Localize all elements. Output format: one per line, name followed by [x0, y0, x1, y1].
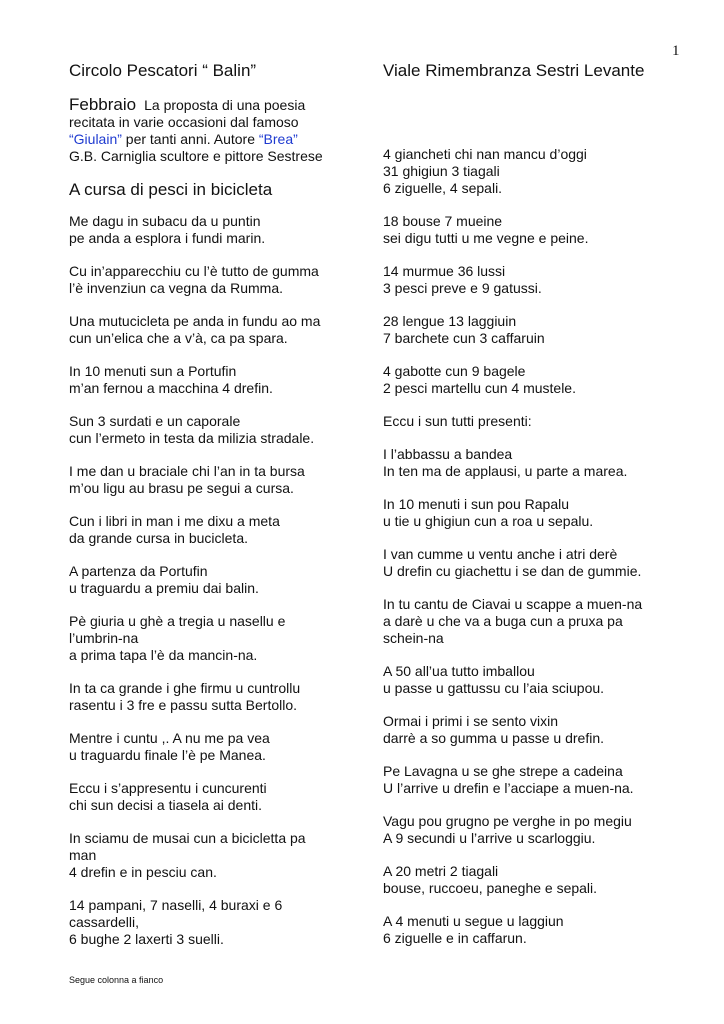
left-column — [69, 60, 369, 964]
intro-text-2: recitata in varie occasioni dal famoso — [69, 114, 299, 130]
stanza — [69, 413, 369, 447]
stanza — [383, 413, 683, 430]
poem-line: l’è invenziun ca vegna da Rumma. — [69, 280, 284, 296]
poem-line: 31 ghigiun 3 tiagali — [383, 163, 500, 179]
stanza — [383, 446, 683, 480]
intro-text-4: G.B. Carniglia scultore e pittore Sestrese — [69, 148, 323, 164]
stanza — [383, 863, 683, 897]
poem-line: U drefin cu giachettu i se dan de gummie. — [383, 563, 642, 579]
poem-line: 18 bouse 7 mueine — [383, 213, 503, 229]
stanza — [383, 663, 683, 697]
stanza — [69, 613, 369, 664]
stanza — [383, 213, 683, 247]
stanza — [383, 813, 683, 847]
poem-line: U l’arrive u drefin e l’acciape a muen-na. — [383, 780, 634, 796]
poem-line: Mentre i cuntu ,. A nu me pa vea — [69, 730, 270, 746]
poem-line: 14 pampani, 7 naselli, 4 buraxi e 6 — [69, 897, 283, 913]
stanza — [383, 913, 683, 947]
poem-line: A partenza da Portufin — [69, 563, 208, 579]
poem-line: cun l’ermeto in testa da milizia stradale. — [69, 430, 315, 446]
poem-line: a darè u che va a buga cun a pruxa pa — [383, 613, 623, 629]
club-name: Circolo Pescatori “ Balin” — [69, 61, 257, 80]
poem-line: In 10 menuti sun a Portufin — [69, 363, 237, 379]
page-number: 1 — [672, 43, 680, 59]
poem-line: Una mutucicleta pe anda in fundu ao ma — [69, 313, 321, 329]
poem-line: A 50 all’ua tutto imballou — [383, 663, 535, 679]
poem-line: Eccu i sun tutti presenti: — [383, 413, 532, 429]
stanza — [69, 313, 369, 347]
poem-line: In ta ca grande i ghe firmu u cuntrollu — [69, 680, 301, 696]
poem-line: darrè a so gumma u passe u drefin. — [383, 730, 605, 746]
poem-line: a prima tapa l’è da mancin-na. — [69, 647, 258, 663]
stanza — [383, 146, 683, 197]
poem-line: man — [69, 847, 97, 863]
stanza — [383, 596, 683, 647]
poem-title: A cursa di pesci in bicicleta — [69, 180, 273, 199]
poem-line: 4 drefin e in pesciu can. — [69, 864, 217, 880]
poem-line: Cu in’apparecchiu cu l’è tutto de gumma — [69, 263, 319, 279]
poem-line: cun un’elica che a v’à, ca pa spara. — [69, 330, 288, 346]
stanza — [69, 363, 369, 397]
poem-line: I me dan u braciale chi l’an in ta bursa — [69, 463, 305, 479]
stanza — [69, 730, 369, 764]
poem-line: Sun 3 surdati e un caporale — [69, 413, 241, 429]
stanza — [383, 496, 683, 530]
poem-line: In sciamu de musai cun a bicicletta pa — [69, 830, 306, 846]
stanza — [69, 830, 369, 881]
poem-line: u passe u gattussu cu l’aia sciupou. — [383, 680, 605, 696]
poem-line: 4 giancheti chi nan mancu d’oggi — [383, 146, 587, 162]
poem-line: 3 pesci preve e 9 gatussi. — [383, 280, 542, 296]
poem-line: I van cumme u ventu anche i atri derè — [383, 546, 618, 562]
poem-line: sei digu tutti u me vegne e peine. — [383, 230, 589, 246]
poem-line: Vagu pou grugno pe verghe in po megiu — [383, 813, 632, 829]
stanza — [69, 263, 369, 297]
poem-line: A 4 menuti u segue u laggiun — [383, 913, 564, 929]
poem-line: bouse, ruccoeu, paneghe e sepali. — [383, 880, 598, 896]
poem-line: Eccu i s’appresentu i cuncurenti — [69, 780, 267, 796]
poem-line: I l’abbassu a bandea — [383, 446, 513, 462]
poem-line: 14 murmue 36 lussi — [383, 263, 506, 279]
poem-line: m’an fernou a macchina 4 drefin. — [69, 380, 273, 396]
footer-note: Segue colonna a fianco — [69, 975, 164, 985]
poem-line: In ten ma de applausi, u parte a marea. — [383, 463, 628, 479]
stanza — [69, 680, 369, 714]
nickname-giulain: “Giulain” — [69, 131, 122, 147]
poem-line: 2 pesci martellu cun 4 mustele. — [383, 380, 576, 396]
poem-line: u traguardu a premiu dai balin. — [69, 580, 259, 596]
poem-line: Pè giuria u ghè a tregia u nasellu e — [69, 613, 286, 629]
poem-line: u tie u ghigiun cun a roa u sepalu. — [383, 513, 594, 529]
stanza — [383, 763, 683, 797]
stanza — [69, 463, 369, 497]
right-stanzas — [383, 146, 683, 947]
poem-line: A 9 secundi u l’arrive u scarloggiu. — [383, 830, 596, 846]
poem-line: 6 ziguelle, 4 sepali. — [383, 180, 503, 196]
stanza — [383, 363, 683, 397]
stanza — [383, 263, 683, 297]
intro-text-1: La proposta di una poesia — [144, 97, 306, 113]
intro-block — [69, 96, 369, 165]
poem-line: 28 lengue 13 laggiuin — [383, 313, 517, 329]
poem-line: 4 gabotte cun 9 bagele — [383, 363, 526, 379]
poem-line: 7 barchete cun 3 caffaruin — [383, 330, 545, 346]
stanza — [69, 897, 369, 948]
poem-line: pe anda a esplora i fundi marin. — [69, 230, 266, 246]
poem-line: chi sun decisi a tiasela ai denti. — [69, 797, 262, 813]
left-stanzas — [69, 213, 369, 948]
stanza — [383, 713, 683, 747]
poem-line: u traguardu finale l’è pe Manea. — [69, 747, 266, 763]
intro-text-3: per tanti anni. Autore — [121, 131, 259, 147]
poem-line: Pe Lavagna u se ghe strepe a cadeina — [383, 763, 623, 779]
stanza — [69, 213, 369, 247]
poem-line: In tu cantu de Ciavai u scappe a muen-na — [383, 596, 643, 612]
stanza — [383, 546, 683, 580]
stanza — [69, 780, 369, 814]
nickname-brea: “Brea” — [258, 131, 298, 147]
stanza — [69, 563, 369, 597]
poem-line: Me dagu in subacu da u puntin — [69, 213, 261, 229]
poem-line: m’ou ligu au brasu pe segui a cursa. — [69, 480, 294, 496]
month-label: Febbraio — [69, 95, 137, 114]
poem-line: Cun i libri in man i me dixu a meta — [69, 513, 280, 529]
poem-line: rasentu i 3 fre e passu sutta Bertollo. — [69, 697, 298, 713]
poem-line: 6 bughe 2 laxerti 3 suelli. — [69, 931, 224, 947]
poem-line: A 20 metri 2 tiagali — [383, 863, 499, 879]
poem-line: l’umbrin-na — [69, 630, 139, 646]
poem-line: cassardelli, — [69, 914, 140, 930]
stanza — [69, 513, 369, 547]
poem-line: da grande cursa in bucicleta. — [69, 530, 248, 546]
club-address: Viale Rimembranza Sestri Levante — [383, 61, 645, 80]
poem-line: schein-na — [383, 630, 444, 646]
stanza — [383, 313, 683, 347]
right-column — [383, 60, 683, 963]
poem-line: In 10 menuti i sun pou Rapalu — [383, 496, 570, 512]
poem-line: Ormai i primi i se sento vixin — [383, 713, 559, 729]
poem-line: 6 ziguelle e in caffarun. — [383, 930, 527, 946]
